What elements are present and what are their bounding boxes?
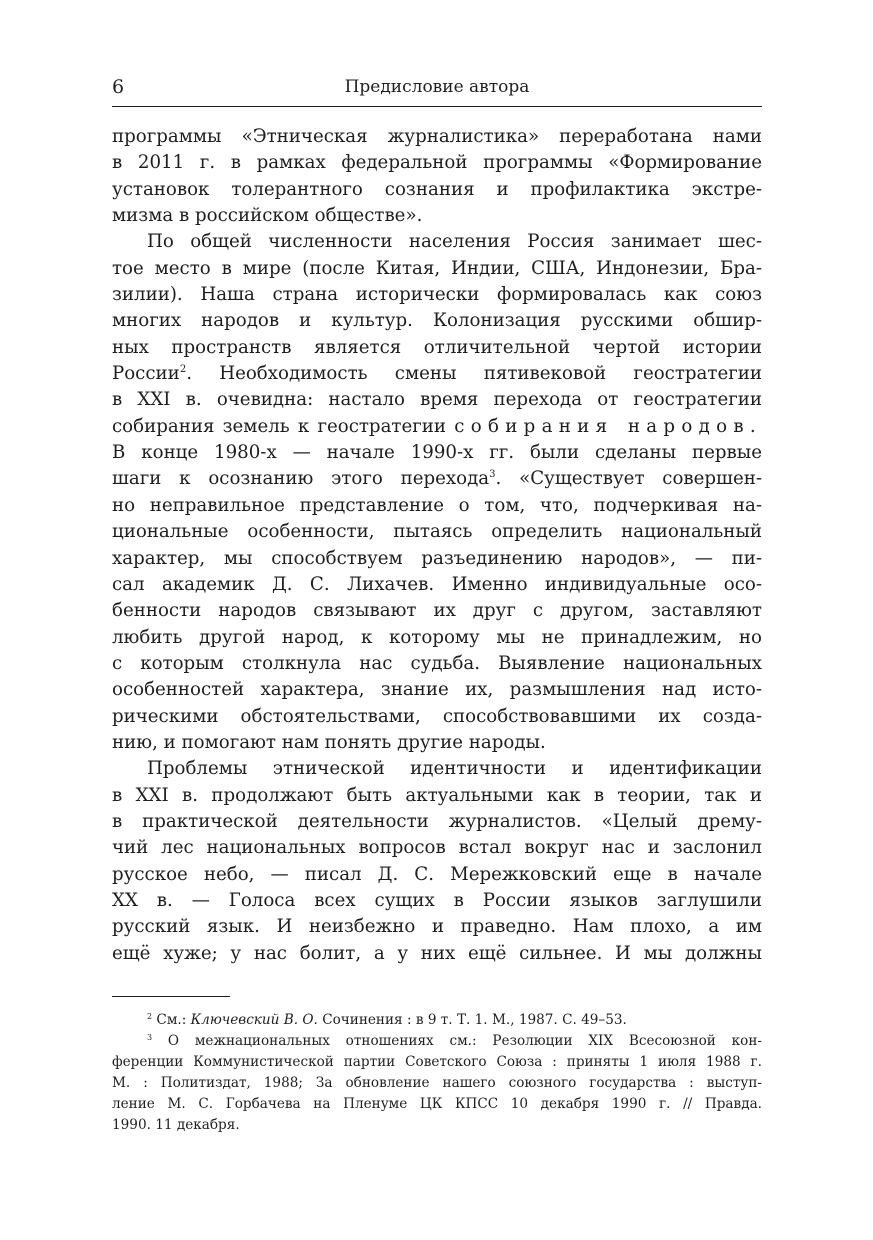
spaced-emphasis: собирания народов. — [454, 415, 762, 437]
header-rule — [112, 106, 762, 107]
footnote-line: ференции Коммунистической партии Советского Союза : приняты 1 июля 1988 г. — [112, 1054, 762, 1071]
footnote-mark-3: 3 — [147, 1033, 153, 1043]
page-number: 6 — [112, 76, 125, 98]
text-line: ных пространств является отличительной чертой истории — [112, 336, 762, 358]
text-line: но неправильное представление о том, что, подчеркивая на- — [112, 494, 762, 516]
text-line — [112, 414, 762, 440]
text-line: в практической деятельности журналистов. «Целый дрему- — [112, 810, 762, 832]
main-text — [112, 124, 762, 967]
running-title: Предисловие автора — [344, 77, 530, 97]
footnote-rule — [112, 996, 230, 997]
text-line: установок толерантного сознания и профилактика экстре- — [112, 178, 762, 200]
footnote-ref-3[interactable]: 3 — [489, 469, 496, 481]
text-line: нию, и помогают нам понять другие народы. — [112, 731, 546, 753]
text-fragment: . Необходимость смены пятивековой геостратегии — [186, 363, 762, 385]
footnote-line: 1990. 11 декабря. — [112, 1117, 240, 1134]
text-fragment: . «Существует совершен- — [495, 468, 762, 490]
text-line: циональные особенности, пытаясь определить национальный — [112, 521, 762, 543]
text-fragment: России — [112, 363, 180, 385]
text-fragment: собирания земель к геостратегии — [112, 415, 447, 437]
page-header — [112, 76, 762, 102]
text-line: рическими обстоятельствами, способствовавшими их созда- — [112, 705, 762, 727]
text-line: чий лес национальных вопросов встал вокруг нас и заслонил — [112, 837, 762, 859]
footnote-2 — [112, 1010, 762, 1031]
footnote-mark-2: 2 — [147, 1012, 153, 1021]
footnote-prefix: См.: — [156, 1012, 187, 1028]
text-line: мизма в российском обществе». — [112, 205, 423, 227]
text-line: русский язык. И неизбежно и праведно. Нам плохо, а им — [112, 916, 762, 938]
text-line: любить другой народ, к которому мы не принадлежим, но — [112, 626, 762, 648]
text-line: особенностей характера, знание их, размышления над исто- — [112, 679, 762, 701]
text-line: В конце 1980-х — начале 1990-х гг. были сделаны первые — [112, 442, 762, 464]
text-line: сал академик Д. С. Лихачев. Именно индивидуальные осо- — [112, 573, 762, 595]
text-line: программы «Этническая журналистика» переработана нами — [112, 126, 762, 147]
footnote-line: ление М. С. Горбачева на Пленуме ЦК КПСС 10 декабря 1990 г. // Правда. — [112, 1096, 762, 1113]
text-line: тое место в мире (после Китая, Индии, США, Индонезии, Бра- — [112, 257, 762, 279]
text-line: ещё хуже; у нас болит, а у них ещё сильнее. И мы должны — [112, 942, 762, 964]
text-line: в XXI в. продолжают быть актуальными как в теории, так и — [112, 784, 762, 806]
text-line: с которым столкнула нас судьба. Выявление национальных — [112, 652, 762, 674]
text-line — [112, 361, 762, 387]
footnote-ref-2[interactable]: 2 — [179, 364, 187, 376]
text-line: характер, мы способствуем разъединению народов», — пи- — [112, 547, 762, 569]
text-line: русское небо, — писал Д. С. Мережковский еще в начале — [112, 863, 762, 885]
text-line: По общей численности населения Россия занимает шес- — [147, 231, 762, 253]
text-line: зилии). Наша страна исторически формировалась как союз — [112, 284, 762, 306]
text-line: Проблемы этнической идентичности и идентификации — [147, 758, 762, 780]
footnotes — [112, 1010, 762, 1137]
footnote-text: Сочинения : в 9 т. Т. 1. М., 1987. С. 49–53. — [322, 1012, 627, 1028]
text-line: в XXI в. очевидна: настало время перехода от геостратегии — [112, 389, 762, 411]
text-line — [112, 466, 762, 492]
text-line: в 2011 г. в рамках федеральной программы «Формирование — [112, 152, 762, 174]
footnote-line: М. : Политиздат, 1988; За обновление нашего союзного государства : выступ- — [112, 1075, 762, 1092]
footnote-text: О межнациональных отношениях см.: Резолюции XIX Всесоюзной кон- — [167, 1033, 762, 1050]
text-line: бенности народов связывают их друг с другом, заставляют — [112, 600, 762, 622]
text-line: XX в. — Голоса всех сущих в России языков заглушили — [112, 889, 762, 911]
footnote-author: Ключевский В. О. — [190, 1012, 318, 1028]
text-fragment: шаги к осознанию этого перехода — [112, 468, 490, 490]
footnote-3 — [112, 1031, 762, 1052]
text-line: многих народов и культур. Колонизация русскими обшир- — [112, 310, 762, 332]
